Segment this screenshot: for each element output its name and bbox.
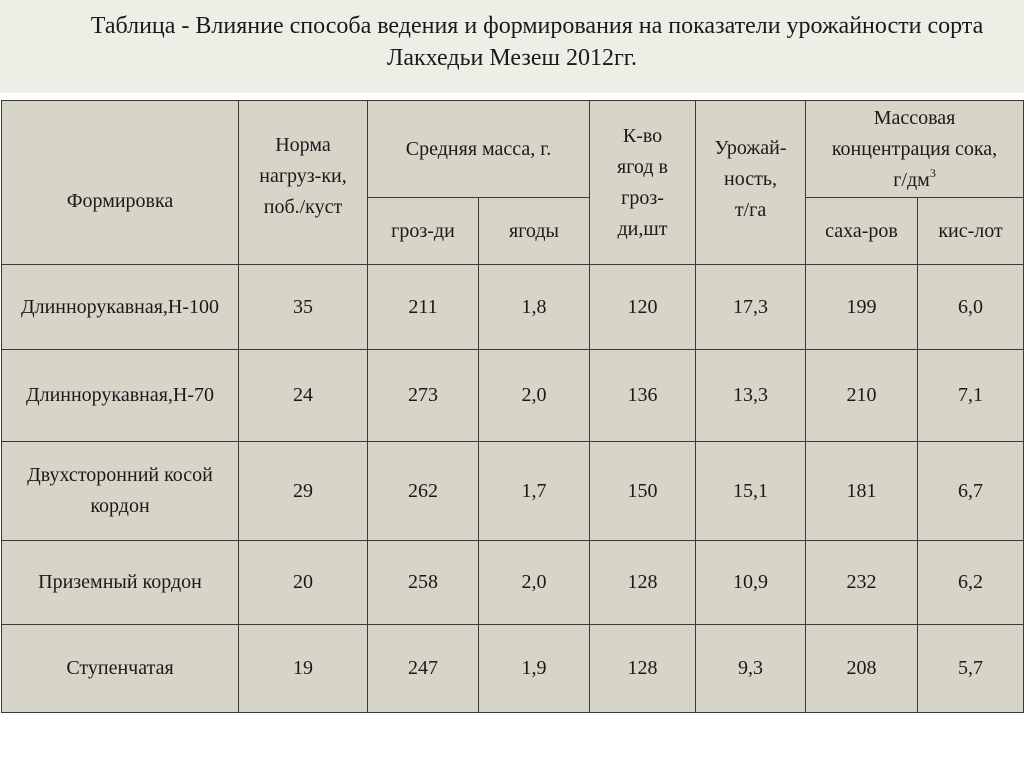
cell-yield: 17,3 xyxy=(696,265,806,350)
cell-berry-mass: 2,0 xyxy=(479,350,590,442)
subheader-berries xyxy=(479,198,590,265)
cell-cluster-mass: 258 xyxy=(368,541,479,625)
cell-load: 35 xyxy=(239,265,368,350)
cell-berry-mass: 1,8 xyxy=(479,265,590,350)
header-juice-l3: г/дм xyxy=(893,168,930,191)
header-juice xyxy=(806,101,1024,198)
cell-cluster-mass: 262 xyxy=(368,442,479,541)
header-formation xyxy=(2,101,239,265)
header-load-l1: Норма xyxy=(275,134,331,156)
cell-berry-mass: 1,9 xyxy=(479,625,590,713)
header-berries-l4: ди,шт xyxy=(617,217,668,240)
table-row xyxy=(2,350,1024,442)
table-row xyxy=(2,265,1024,350)
header-yield-l1: Урожай- xyxy=(714,137,787,159)
cell-berries-count: 120 xyxy=(590,265,696,350)
cell-sugar: 181 xyxy=(806,442,918,541)
subheader-sugar xyxy=(806,198,918,265)
cell-load: 20 xyxy=(239,541,368,625)
cell-sugar: 232 xyxy=(806,541,918,625)
header-load xyxy=(239,101,368,265)
header-yield-l3: т/га xyxy=(734,199,767,221)
cell-cluster-mass: 273 xyxy=(368,350,479,442)
subheader-berries-text: ягоды xyxy=(509,219,559,242)
cell-cluster-mass: 211 xyxy=(368,265,479,350)
title-line-2: Лакхедьи Мезеш 2012гг. xyxy=(387,45,637,71)
cell-berries-count: 136 xyxy=(590,350,696,442)
subheader-sugar-text: саха-ров xyxy=(825,219,898,242)
cell-formation: Ступенчатая xyxy=(2,625,239,713)
yield-table xyxy=(1,100,1024,713)
page-title xyxy=(0,10,1024,74)
cell-yield: 10,9 xyxy=(696,541,806,625)
table-row xyxy=(2,625,1024,713)
cell-acid: 7,1 xyxy=(918,350,1024,442)
subheader-cluster-text: гроз-ди xyxy=(391,219,455,242)
cell-berries-count: 128 xyxy=(590,625,696,713)
title-line-1: Таблица - Влияние способа ведения и формирования на показатели урожайности сорта xyxy=(90,13,984,39)
header-load-l3: поб./куст xyxy=(263,196,343,218)
header-yield-l2: ность, xyxy=(724,168,777,190)
header-juice-l2: концентрация сока, xyxy=(831,137,998,160)
subheader-acid-text: кис-лот xyxy=(938,219,1003,242)
table-row xyxy=(2,541,1024,625)
header-berries-l2: ягод в xyxy=(617,155,668,178)
cell-load: 19 xyxy=(239,625,368,713)
table-row xyxy=(2,442,1024,541)
cell-formation: Приземный кордон xyxy=(2,541,239,625)
cell-formation: Длиннорукавная,Н-70 xyxy=(2,350,239,442)
header-avg-mass-text: Средняя масса, г. xyxy=(405,137,552,160)
cell-formation: Двухсторонний косой кордон xyxy=(2,442,239,541)
cell-berries-count: 150 xyxy=(590,442,696,541)
header-berries-l1: К-во xyxy=(622,124,663,147)
cell-sugar: 199 xyxy=(806,265,918,350)
cell-acid: 6,7 xyxy=(918,442,1024,541)
cell-berry-mass: 1,7 xyxy=(479,442,590,541)
cell-acid: 6,2 xyxy=(918,541,1024,625)
header-load-l2: нагруз-ки, xyxy=(259,165,347,187)
cell-sugar: 210 xyxy=(806,350,918,442)
cell-acid: 5,7 xyxy=(918,625,1024,713)
header-juice-l1: Массовая xyxy=(873,106,956,129)
cell-yield: 15,1 xyxy=(696,442,806,541)
header-formation-text: Формировка xyxy=(66,190,174,212)
cell-load: 29 xyxy=(239,442,368,541)
cell-berries-count: 128 xyxy=(590,541,696,625)
cell-sugar: 208 xyxy=(806,625,918,713)
cell-load: 24 xyxy=(239,350,368,442)
header-yield xyxy=(696,101,806,265)
header-berries-l3: гроз- xyxy=(621,186,664,209)
subheader-cluster xyxy=(368,198,479,265)
header-berries-count xyxy=(590,101,696,265)
cell-yield: 13,3 xyxy=(696,350,806,442)
cell-formation: Длиннорукавная,Н-100 xyxy=(2,265,239,350)
cell-berry-mass: 2,0 xyxy=(479,541,590,625)
subheader-acid xyxy=(918,198,1024,265)
header-avg-mass xyxy=(368,101,590,198)
cell-cluster-mass: 247 xyxy=(368,625,479,713)
header-juice-sup: 3 xyxy=(929,165,936,180)
cell-yield: 9,3 xyxy=(696,625,806,713)
cell-acid: 6,0 xyxy=(918,265,1024,350)
